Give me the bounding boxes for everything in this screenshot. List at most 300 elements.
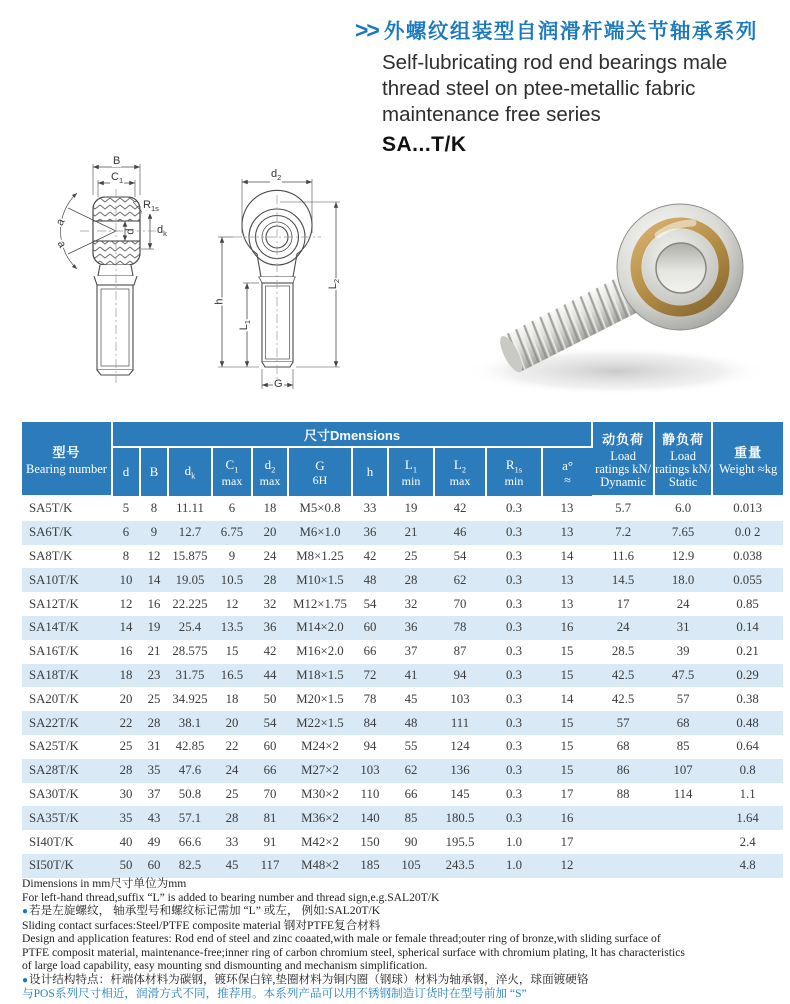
value-cell: 42.85 [175,739,205,754]
value-cell: 50 [119,858,133,873]
value-cell: 0.3 [506,667,522,682]
value-cell [654,806,712,830]
footnote-line-7 [22,959,782,973]
value-cell: 0.3 [506,500,522,515]
value-cell: 24 [676,596,690,611]
value-cell: 0.0 2 [734,525,761,540]
value-cell: 22 [119,715,133,730]
bearing-number-cell: SA12T/K [29,596,79,611]
value-cell: 107 [673,763,693,778]
value-cell: 20 [119,691,133,706]
value-cell: 180.5 [445,810,475,825]
value-cell: 90 [404,834,418,849]
product-photo-svg [448,175,786,410]
page-title-en [382,50,785,128]
col-header-weight [712,422,783,496]
bearing-number-cell: SI40T/K [29,834,74,849]
footnote-line-4 [22,919,782,933]
value-cell: 22.225 [172,596,208,611]
value-cell: 16 [147,596,161,611]
value-cell: 10.5 [220,572,244,587]
value-cell: 94 [363,739,377,754]
value-cell: 0.3 [506,786,522,801]
dim-label-L2: $L_2$ [327,278,342,290]
bearing-number-cell: SA8T/K [29,548,73,563]
value-cell: 43 [147,810,161,825]
value-cell: 36 [404,620,418,635]
spec-table [22,422,783,878]
col-header-dim-10: a° ≈ [542,447,592,496]
static-load-zh: 静负荷 [662,431,705,447]
col-header-dim-9: $R_{1s}$ min [486,447,542,496]
value-cell: 46 [453,525,467,540]
value-cell: 18 [119,667,133,682]
value-cell: 16 [560,620,574,635]
col-header-dim-0: d [112,447,140,496]
value-cell: 0.14 [736,620,759,635]
value-cell: 15 [560,763,574,778]
value-cell: 14 [560,548,574,563]
dim-label-G: G [274,378,283,390]
footnote-line-8 [22,973,782,988]
value-cell: 0.85 [736,596,759,611]
value-cell: 81 [263,810,277,825]
value-cell: 18 [225,691,239,706]
value-cell [654,854,712,878]
value-cell: 45 [225,858,239,873]
value-cell: 82.5 [178,858,202,873]
title-en-line1: Self-lubricating rod end bearings male [382,51,728,74]
value-cell: 0.3 [506,810,522,825]
value-cell: 45 [404,691,418,706]
value-cell: 62 [453,572,467,587]
value-cell: 19 [147,620,161,635]
value-cell: 41 [404,667,418,682]
value-cell: 25 [225,786,239,801]
footnote-text: 与POS系列尺寸相近，润滑方式不同，推荐用。本系列产品可以用不锈钢制造订货时在型号前加 “S” [22,987,527,1000]
value-cell: 85 [404,810,418,825]
value-cell: 0.3 [506,525,522,540]
value-cell: 0.3 [506,620,522,635]
table-row [22,711,783,735]
value-cell: 66 [363,644,377,659]
value-cell: 111 [450,715,470,730]
col-header-bearing-number [22,422,112,496]
bearing-head [617,204,743,330]
footnote-text: Sliding contact surfaces:Steel/PTFE composite material 钢对PTFE复合材料 [22,918,381,932]
value-cell: 48 [404,715,418,730]
value-cell: 18.0 [671,572,695,587]
bullet-icon: ● [22,974,29,986]
value-cell: 94 [453,667,467,682]
value-cell: 124 [450,739,470,754]
value-cell: 6 [122,525,130,540]
value-cell [592,854,654,878]
value-cell: 25 [119,739,133,754]
value-cell: 91 [263,834,277,849]
bearing-number-cell: SI50T/K [29,858,74,873]
value-cell: 78 [453,620,467,635]
title-en-line3: maintenance free series [382,103,601,126]
table-row [22,806,783,830]
title-block [355,14,785,157]
value-cell: 42 [453,500,467,515]
col-header-dim-6: h [352,447,388,496]
value-cell: 16.5 [220,667,244,682]
value-cell: M27×2 [301,763,339,778]
value-cell: 12.9 [671,548,695,563]
value-cell: 15 [560,644,574,659]
value-cell: 40 [119,834,133,849]
value-cell: 6.0 [675,501,692,516]
value-cell: 66.6 [178,834,202,849]
series-code: SA...T/K [382,133,467,156]
value-cell: 0.038 [733,548,762,563]
technical-drawings [30,155,430,410]
value-cell: 12.7 [178,525,202,540]
value-cell: 195.5 [445,834,475,849]
footnote-line-1 [22,877,782,891]
value-cell: 0.3 [506,691,522,706]
value-cell: 15 [560,739,574,754]
value-cell: 57 [616,715,630,730]
value-cell: 87 [453,644,467,659]
value-cell: 36 [363,525,377,540]
bullet-icon: ● [22,906,29,917]
value-cell: 31 [147,739,161,754]
dim-label-B: B [113,155,121,167]
value-cell: 31.75 [175,667,205,682]
value-cell: 117 [260,858,280,873]
value-cell: M22×1.5 [296,715,344,730]
value-cell: 12 [225,596,239,611]
footnote-text: Design and application features: Rod end of steel and zinc coaated,with male or female thread;outer ring of bronze,with sliding surface of [22,932,661,945]
dim-label-L1: $L_1$ [238,319,253,331]
value-cell: 66 [404,786,418,801]
value-cell: 12 [147,548,161,563]
value-cell: 25 [404,548,418,563]
bearing-number-cell: SA16T/K [29,644,79,659]
value-cell: 185 [360,858,380,873]
value-cell: 114 [673,786,693,801]
value-cell: 17 [560,834,574,849]
value-cell: 0.3 [506,596,522,611]
value-cell: 17 [560,786,574,801]
value-cell: 57 [676,691,690,706]
footnote-line-5 [22,932,782,946]
value-cell: 24 [225,763,239,778]
title-en-line2: thread steel on ptee-metallic fabric [382,77,696,100]
value-cell: 0.3 [506,572,522,587]
value-cell: 12 [119,596,133,611]
value-cell: 85 [676,739,690,754]
value-cell: 6.75 [220,525,244,540]
value-cell: 4.8 [739,858,756,873]
value-cell: 68 [616,739,630,754]
col-header-dim-2: $d_k$ [168,447,212,496]
value-cell: 36 [263,620,277,635]
value-cell: 1.64 [736,810,759,825]
value-cell: 8 [150,500,158,515]
table-row [22,592,783,616]
dynamic-load-zh: 动负荷 [602,431,645,447]
value-cell: 22 [225,739,239,754]
value-cell: 84 [363,715,377,730]
footnote-text: of large load capability, easy mounting snd dismounting and mechanism simplification. [22,959,428,972]
value-cell: 24 [616,620,630,635]
value-cell: 28 [263,572,277,587]
value-cell: 70 [263,786,277,801]
footnote-text: 设计结构特点：杆端体材料为碳钢，镀环保白锌,垫圈材料为铜内圈（钢球）材料为轴承钢，淬火，球面镀硬铬 [29,972,589,986]
value-cell: 7.65 [671,525,695,540]
footnote-text: 若是左旋螺纹， 轴承型号和螺纹标记需加 “L” 或左， 例如:SAL20T/K [29,904,381,917]
table-row [22,521,783,545]
value-cell: 14 [147,572,161,587]
value-cell: 1.1 [739,786,756,801]
value-cell: 140 [360,810,380,825]
value-cell: 86 [616,763,630,778]
col-header-bearing-number-zh: 型号 [52,444,81,460]
value-cell: M42×2 [301,834,339,849]
value-cell: 1.0 [506,858,522,873]
value-cell: 13 [560,572,574,587]
dim-label-d: d [124,228,137,235]
col-header-bearing-number-en: Bearing number [26,461,107,476]
col-header-dim-3: $C_1$ max [212,447,252,496]
bearing-number-cell: SA6T/K [29,525,73,540]
bearing-number-cell: SA22T/K [29,715,79,730]
value-cell: 15 [560,667,574,682]
value-cell: 2.4 [739,834,756,849]
value-cell: 28.575 [172,644,208,659]
value-cell: 0.48 [736,715,759,730]
value-cell: 54 [363,596,377,611]
value-cell: 23 [147,667,161,682]
value-cell: 60 [263,739,277,754]
value-cell: 55 [404,739,418,754]
value-cell: M5×0.8 [299,500,341,515]
value-cell: M12×1.75 [293,596,347,611]
table-row [22,735,783,759]
value-cell: 39 [676,644,690,659]
dim-label-C1: $C_1$ [111,171,124,186]
value-cell: 145 [450,786,470,801]
value-cell [592,830,654,854]
drawings-svg [30,155,430,410]
value-cell: 42 [263,644,277,659]
value-cell: 24 [263,548,277,563]
value-cell: M14×2.0 [296,620,344,635]
value-cell: M20×1.5 [296,691,344,706]
value-cell: 35 [147,763,161,778]
value-cell: 0.3 [506,763,522,778]
value-cell: 105 [401,858,421,873]
value-cell: 14 [119,620,133,635]
bearing-number-cell: SA20T/K [29,691,79,706]
value-cell [592,806,654,830]
footnote-line-9 [22,987,782,1001]
value-cell: 32 [263,596,277,611]
table-row [22,664,783,688]
value-cell: 13 [560,596,574,611]
value-cell: 0.3 [506,715,522,730]
bearing-number-cell: SA10T/K [29,572,79,587]
value-cell: 13 [560,500,574,515]
col-header-dimensions-group [112,422,592,447]
value-cell: 243.5 [445,858,475,873]
value-cell: 0.3 [506,644,522,659]
value-cell: 38.1 [178,715,202,730]
table-row [22,854,783,878]
value-cell: 17 [616,596,630,611]
value-cell [654,830,712,854]
value-cell: 1.0 [506,834,522,849]
value-cell: 34.925 [172,691,208,706]
footnote-line-6 [22,946,782,960]
bearing-number-cell: SA35T/K [29,810,79,825]
value-cell: 0.3 [506,739,522,754]
value-cell: 78 [363,691,377,706]
table-row [22,496,783,521]
value-cell: 33 [363,500,377,515]
value-cell: 47.6 [178,763,202,778]
value-cell: 54 [453,548,467,563]
col-header-dynamic-load [592,422,654,496]
col-header-dim-7: $L_1$ min [388,447,434,496]
value-cell: 7.2 [615,525,632,540]
value-cell: 5.7 [615,501,632,516]
value-cell: 28 [404,572,418,587]
value-cell: 110 [360,786,380,801]
dim-label-R1s: $R_{1s}$ [143,199,159,214]
value-cell: 68 [676,715,690,730]
value-cell: 62 [404,763,418,778]
value-cell: M8×1.25 [296,548,344,563]
value-cell: 0.29 [736,667,759,682]
value-cell: 0.055 [733,572,762,587]
value-cell: 15 [560,715,574,730]
value-cell: 0.8 [739,763,756,778]
value-cell: 20 [225,715,239,730]
value-cell: M48×2 [301,858,339,873]
value-cell: M18×1.5 [296,667,344,682]
table-row [22,545,783,569]
value-cell: 47.5 [671,667,695,682]
value-cell: 12 [560,858,574,873]
front-view-drawing [218,179,340,389]
value-cell: 42.5 [611,691,635,706]
value-cell: 66 [263,763,277,778]
table-row [22,830,783,854]
value-cell: 6 [228,500,236,515]
value-cell: 33 [225,834,239,849]
value-cell: 35 [119,810,133,825]
value-cell: 0.64 [736,739,759,754]
value-cell: 28.5 [611,644,635,659]
value-cell: 13 [560,525,574,540]
value-cell: 50.8 [178,786,202,801]
footnotes [22,877,782,1001]
value-cell: 18 [263,500,277,515]
value-cell: 103 [450,691,470,706]
value-cell: 31 [676,620,690,635]
value-cell: 28 [119,763,133,778]
dim-label-d2: $d_2$ [271,168,282,183]
value-cell: 16 [119,644,133,659]
title-zh-row [355,14,785,44]
col-header-dim-5: G 6H [288,447,352,496]
value-cell: 0.013 [733,501,762,516]
value-cell: 19.05 [175,572,205,587]
value-cell: 15 [225,644,239,659]
value-cell: 14.5 [611,572,635,587]
value-cell: 37 [147,786,161,801]
table-row [22,759,783,783]
footnote-line-3 [22,904,782,919]
value-cell: 5 [122,500,130,515]
value-cell: M24×2 [301,739,339,754]
side-view-drawing [60,164,160,383]
dim-label-a-upper: a [53,216,68,228]
footnote-line-2 [22,891,782,905]
value-cell: 11.11 [176,500,204,515]
value-cell: 42.5 [611,667,635,682]
value-cell: 70 [453,596,467,611]
dynamic-load-en: Load ratings kN/ Dynamic [595,448,652,489]
value-cell: 9 [150,525,158,540]
dim-label-h: h [213,298,226,305]
value-cell: M16×2.0 [296,644,344,659]
static-load-en: Load ratings kN/ Static [655,448,712,489]
value-cell: 15.875 [172,548,208,563]
value-cell: 136 [450,763,470,778]
value-cell: 19 [404,500,418,515]
bearing-number-cell: SA5T/K [29,501,73,516]
value-cell: 57.1 [178,810,202,825]
value-cell: 88 [616,786,630,801]
value-cell: 50 [263,691,277,706]
value-cell: 21 [147,644,161,659]
value-cell: 11.6 [612,548,635,563]
value-cell: M6×1.0 [299,525,341,540]
value-cell: M30×2 [301,786,339,801]
value-cell: 21 [404,525,418,540]
bearing-number-cell: SA30T/K [29,786,79,801]
table-row [22,616,783,640]
weight-en: Weight ≈kg [718,461,778,476]
value-cell: 8 [122,548,130,563]
table-row [22,783,783,807]
value-cell: 30 [119,786,133,801]
footnote-text: Dimensions in mm尺寸单位为mm [22,877,187,890]
bearing-number-cell: SA14T/K [29,620,79,635]
table-row [22,568,783,592]
value-cell: 25.4 [178,620,202,635]
footnote-text: PTFE composit material, maintenance-free;inner ring of carbon chromium steel, spherical surface with chromium plating, lt has characteristics [22,945,685,959]
value-cell: 48 [363,572,377,587]
table-row [22,687,783,711]
value-cell: 28 [225,810,239,825]
value-cell: 0.3 [506,548,522,563]
value-cell: 49 [147,834,161,849]
value-cell: 60 [363,620,377,635]
bearing-number-cell: SA28T/K [29,763,79,778]
bearing-number-cell: SA18T/K [29,667,79,682]
footnote-text: For left-hand thread,suffix “L” is added to bearing number and thread sign,e.g.SAL20T/K [22,890,440,904]
value-cell: 54 [263,715,277,730]
value-cell: 9 [228,548,236,563]
col-header-dim-1: B [140,447,168,496]
